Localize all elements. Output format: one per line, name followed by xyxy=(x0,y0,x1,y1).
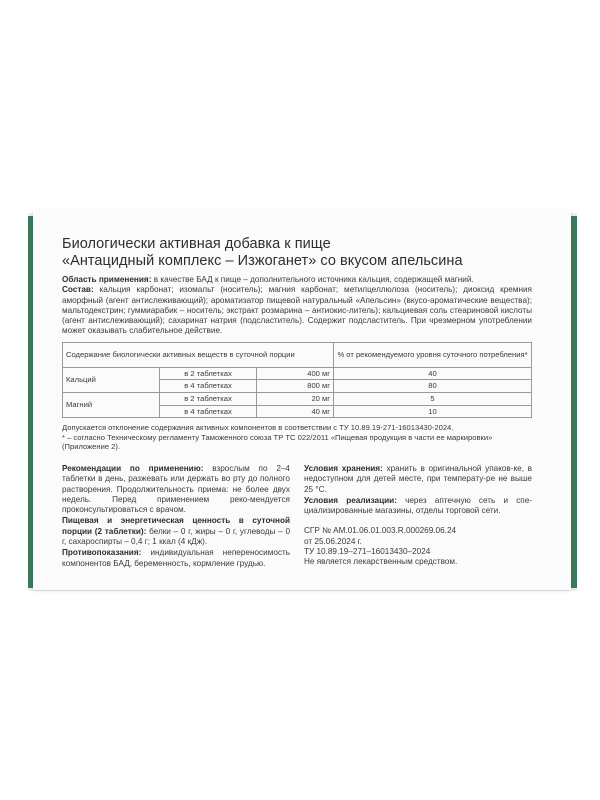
registration-date: от 25.06.2024 г. xyxy=(304,536,362,546)
table-cell-amount: 400 мг xyxy=(257,367,334,380)
right-column xyxy=(304,464,532,570)
contraindications-text: индивидуальная непереносимость компонентов БАД, беременность, кормление грудью. xyxy=(62,548,290,568)
storage-text: хранить в оригинальной упаков-ке, в недоступном для детей месте, при температу-ре не выше 25 °С. xyxy=(304,463,533,494)
contraindications-paragraph xyxy=(62,548,290,569)
composition-label: Состав: xyxy=(62,285,94,295)
storage-label: Условия хранения: xyxy=(304,463,383,473)
composition-text: кальция карбонат; изомальт (носитель); магния карбонат; метилцеллюлоза (носитель); диоксид кремния аморфный (агент антислеживающий); ароматизатор пищевой натуральный «Апельсин» (вкусо-ароматические вещества); мальтодекстрин; гуммиарабик – носитель; экстракт розмарина – антиокис-литель); кальциевая соль стеариновой кислоты (агент антислеживающий); сахаринат натрия (подсластитель). Содержит подсластитель. При чрезмерном употреблении может оказывать слабительное действие. xyxy=(62,285,532,336)
usage-label: Рекомендации по применению: xyxy=(62,463,204,473)
table-row xyxy=(63,392,532,405)
sale-text: через аптечную сеть и спе-циализированные магазины, отделы торговой сети. xyxy=(304,495,533,516)
table-row xyxy=(63,367,532,380)
table-cell-amount: 40 мг xyxy=(257,405,334,418)
table-cell-percent: 5 xyxy=(334,392,532,405)
table-cell-percent: 40 xyxy=(334,367,532,380)
table-header-right: % от рекомендуемого уровня суточного потребления* xyxy=(334,342,532,367)
product-title xyxy=(62,236,532,270)
application-paragraph xyxy=(62,275,532,285)
registration-block xyxy=(304,526,532,567)
application-text: в качестве БАД к пище – дополнительного источника кальция, содержащей магний. xyxy=(151,275,474,284)
title-line-2: «Антацидный комплекс – Изжоганет» со вкусом апельсина xyxy=(62,253,463,269)
table-header-left: Содержание биологически активных веществ в суточной порции xyxy=(63,342,334,367)
sale-label: Условия реализации: xyxy=(304,495,397,505)
energy-label: Пищевая и энергетическая ценность в суточной порции (2 таблетки): xyxy=(62,516,290,536)
green-edge-right xyxy=(571,216,577,588)
label-content xyxy=(62,236,532,570)
energy-paragraph xyxy=(62,516,290,547)
energy-text: белки – 0 г, жиры – 0 г, углеводы – 0 г, сахароспирты – 0,4 г; 1 ккал (4 кДж). xyxy=(62,526,291,547)
table-cell-amount: 20 мг xyxy=(257,392,334,405)
nutrient-table xyxy=(62,342,532,418)
table-cell-percent: 80 xyxy=(334,380,532,393)
application-label: Область применения: xyxy=(62,275,152,284)
contraindications-label: Противопоказания: xyxy=(62,548,142,558)
table-cell-dose: в 2 таблетках xyxy=(160,392,257,405)
usage-text: взрослым по 2–4 таблетки в день, разжевать или держать во рту до полного растворения. Продолжительность приема: не более двух недель. Перед применением реко-мендуется проконсультироваться с врачом. xyxy=(62,463,290,515)
composition-paragraph xyxy=(62,285,532,336)
two-columns xyxy=(62,464,532,570)
footnote: * – согласно Техническому регламенту Таможенного союза ТР ТС 022/2011 «Пищевая продукция в части ее маркировки» (Приложение 2). xyxy=(62,432,493,452)
not-medicine-note: Не является лекарственным средством. xyxy=(304,557,458,567)
table-cell-dose: в 4 таблетках xyxy=(160,380,257,393)
table-cell-percent: 10 xyxy=(334,405,532,418)
title-line-1: Биологически активная добавка к пище xyxy=(62,236,331,252)
usage-paragraph xyxy=(62,464,290,515)
registration-number: СГР № AM.01.06.01.003.R.000269.06.24 xyxy=(304,526,457,536)
table-header-row xyxy=(63,342,532,367)
storage-paragraph xyxy=(304,464,532,495)
table-cell-name: Кальций xyxy=(63,367,160,392)
table-cell-name: Магний xyxy=(63,392,160,417)
deviation-note: Допускается отклонение содержания активных компонентов в соответствии с ТУ 10.89.19-271-16013430-2024. xyxy=(62,423,454,433)
tu-number: ТУ 10.89.19–271–16013430–2024 xyxy=(304,547,431,557)
table-cell-dose: в 4 таблетках xyxy=(160,405,257,418)
sale-paragraph xyxy=(304,496,532,517)
table-cell-amount: 800 мг xyxy=(257,380,334,393)
left-column xyxy=(62,464,290,570)
table-cell-dose: в 2 таблетках xyxy=(160,367,257,380)
